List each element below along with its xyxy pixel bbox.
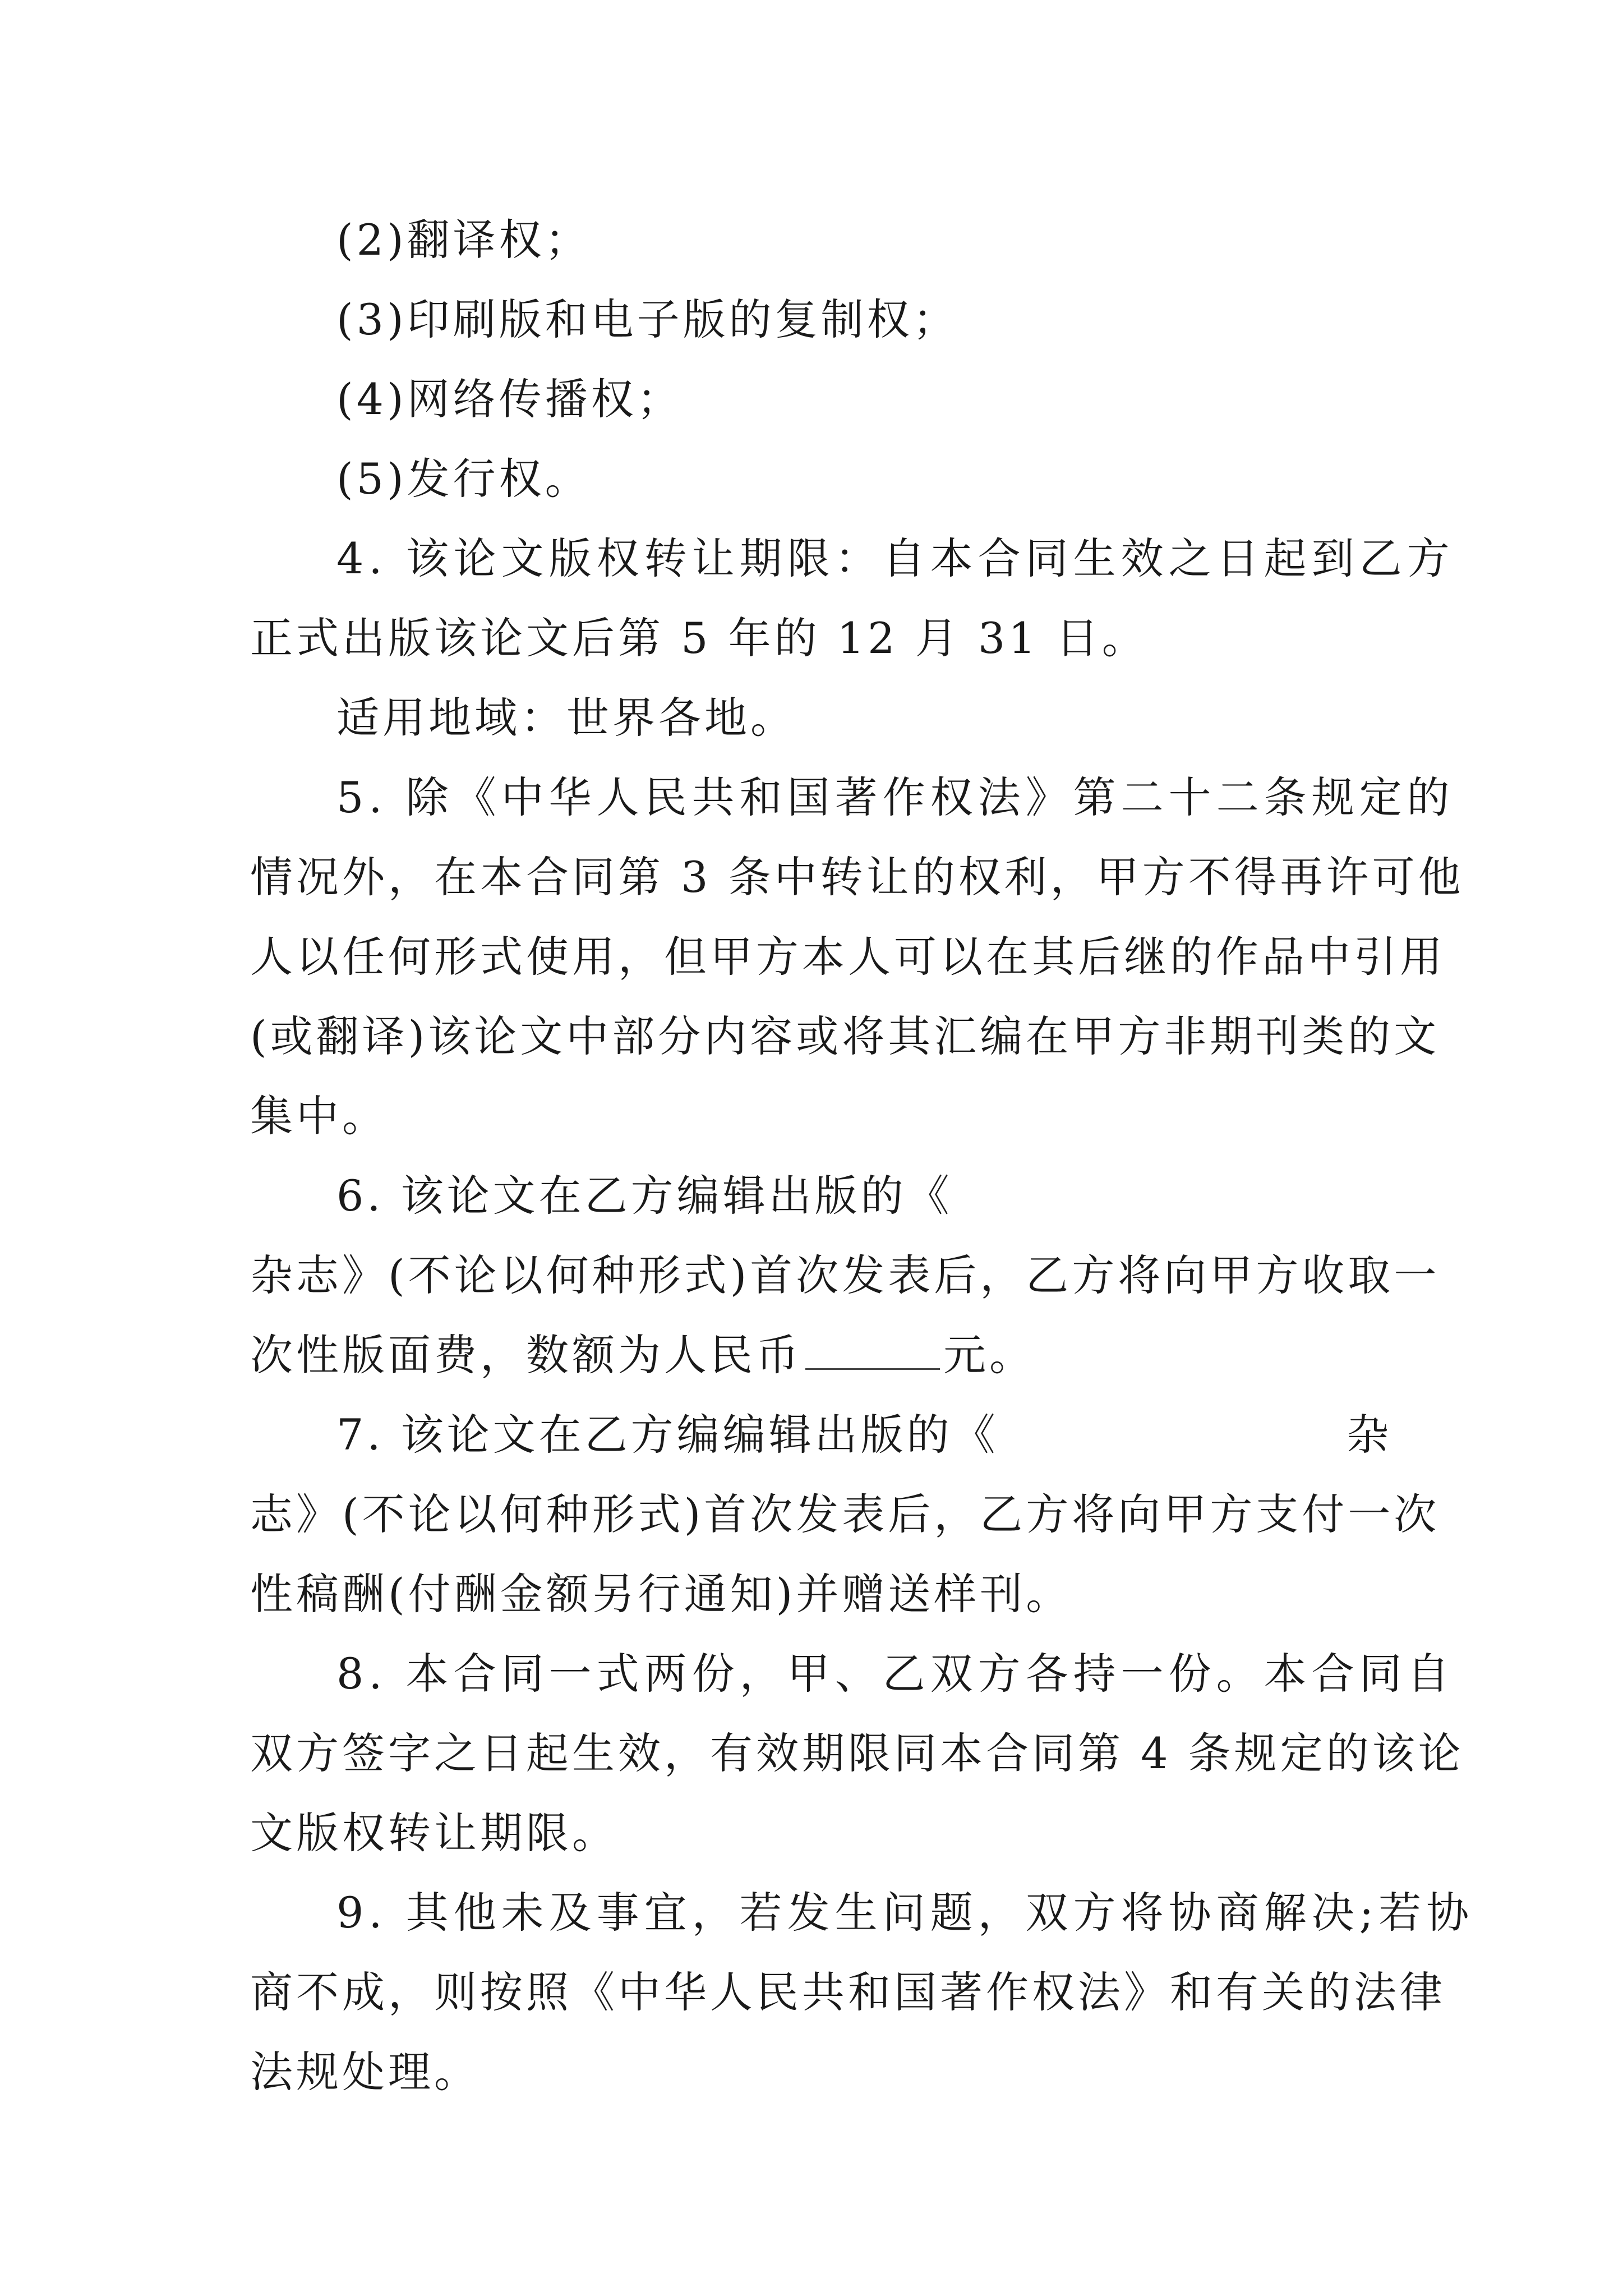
- clause-6-line-1: 6. 该论文在乙方编辑出版的《: [336, 1171, 953, 1221]
- clause-7-line-3: 性稿酬(付酬金额另行通知)并赠送样刊。: [250, 1569, 1072, 1619]
- fee-amount-blank[interactable]: [805, 1329, 940, 1370]
- clause-7-line-1: [336, 1407, 1393, 1463]
- clause-7-line-2: 志》(不论以何种形式)首次发表后，乙方将向甲方支付一次: [250, 1489, 1440, 1539]
- clause-5-line-5: 集中。: [250, 1091, 388, 1141]
- clause-5-line-4: (或翻译)该论文中部分内容或将其汇编在甲方非期刊类的文: [250, 1011, 1440, 1061]
- clause-4-region: 适用地域：世界各地。: [336, 693, 796, 743]
- clause-9-line-2: 商不成，则按照《中华人民共和国著作权法》和有关的法律: [250, 1967, 1446, 2017]
- clause-3-item-4: (4)网络传播权；: [336, 374, 683, 424]
- clause-8-line-3: 文版权转让期限。: [250, 1808, 618, 1858]
- clause-3-item-5: (5)发行权。: [336, 454, 591, 504]
- clause-6-line-3: [250, 1327, 1035, 1383]
- clause-6-fee-unit: 元。: [943, 1330, 1035, 1380]
- clause-4-line-2: 正式出版该论文后第 5 年的 12 月 31 日。: [250, 613, 1148, 663]
- clause-5-line-2: 情况外，在本合同第 3 条中转让的权利，甲方不得再许可他: [250, 852, 1464, 902]
- clause-6-line-2: 杂志》(不论以何种形式)首次发表后，乙方将向甲方收取一: [250, 1250, 1440, 1300]
- clause-5-line-3: 人以任何形式使用，但甲方本人可以在其后继的作品中引用: [250, 932, 1446, 982]
- clause-9-line-3: 法规处理。: [250, 2047, 480, 2097]
- clause-3-item-2: (2)翻译权；: [336, 215, 591, 265]
- clause-5-line-1: 5. 除《中华人民共和国著作权法》第二十二条规定的: [336, 772, 1455, 822]
- clause-6-fee-text: 次性版面费，数额为人民币: [250, 1330, 802, 1380]
- clause-7-line-1-text: 7. 该论文在乙方编编辑出版的《: [336, 1410, 999, 1460]
- clause-4-line-1: 4. 该论文版权转让期限：自本合同生效之日起到乙方: [336, 533, 1455, 583]
- clause-8-line-1: 8. 本合同一式两份，甲、乙双方各持一份。本合同自: [336, 1649, 1455, 1699]
- clause-9-line-1: 9. 其他未及事宜，若发生问题，双方将协商解决;若协: [336, 1888, 1474, 1938]
- clause-3-item-3: (3)印刷版和电子版的复制权；: [336, 295, 959, 344]
- clause-8-line-2: 双方签字之日起生效，有效期限同本合同第 4 条规定的该论: [250, 1728, 1464, 1778]
- clause-7-line-1-tail: 杂: [1346, 1410, 1393, 1460]
